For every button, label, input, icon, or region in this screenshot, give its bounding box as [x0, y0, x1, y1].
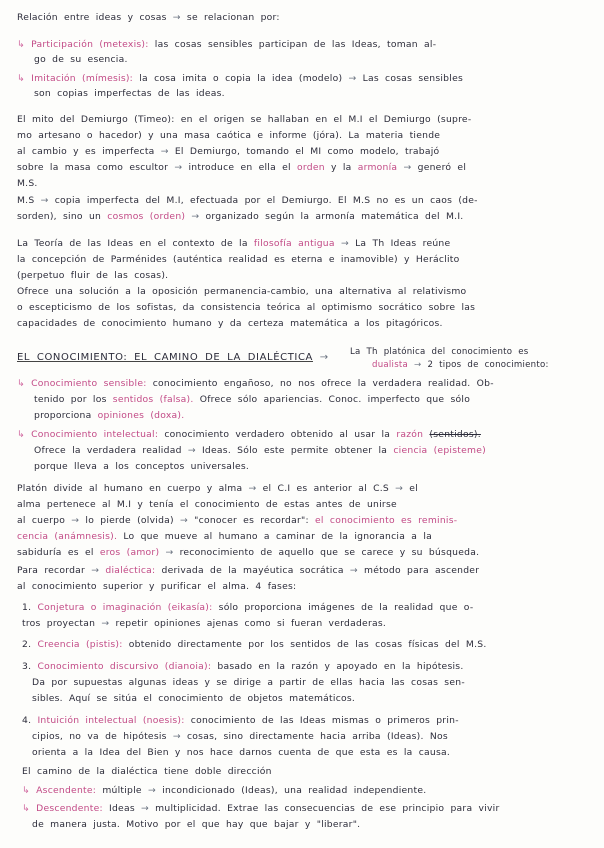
arrow: → — [160, 146, 169, 157]
arrow: → — [101, 618, 110, 629]
text: método para ascender — [364, 565, 480, 576]
arrow: → — [148, 785, 156, 796]
term: eros (amor) — [99, 547, 160, 558]
text: sobre la masa como escultor — [17, 162, 169, 173]
arrow: → — [340, 238, 349, 249]
term: ciencia (episteme) — [393, 445, 486, 456]
participation-line — [17, 39, 436, 51]
term: cosmos (orden) — [107, 211, 186, 222]
myth-line-6 — [17, 195, 478, 207]
text: reconocimiento de aquello que se carece y su búsqueda. — [179, 547, 480, 558]
text: obtenido directamente por los sentidos de las cosas físicas del M.S. — [128, 639, 487, 650]
term: Conjetura o imaginación (eikasía): — [37, 602, 213, 613]
arrow: → — [174, 162, 183, 173]
myth-line-7 — [17, 211, 463, 223]
text: 2 tipos de conocimiento: — [427, 360, 549, 370]
arrow: → — [91, 565, 100, 576]
number: 4. — [22, 715, 32, 726]
myth-line-4 — [17, 162, 466, 174]
heading-text: EL CONOCIMIENTO: EL CAMINO DE LA DIALÉCTICA — [17, 352, 313, 363]
text: organizado según la armonía matemática del M.I. — [205, 211, 464, 222]
arrow: → — [71, 515, 80, 526]
heading-side-2 — [372, 359, 549, 371]
term: razón — [396, 429, 424, 440]
myth-line-5: M.S. — [17, 178, 38, 189]
soul-line-1 — [17, 483, 418, 495]
text: tros proyectan — [22, 618, 96, 629]
text: cosas, sino directamente hacia arriba (Ideas). Nos — [187, 731, 448, 742]
term: Participación (metexis): — [31, 39, 149, 50]
theory-line-4: Ofrece una solución a la oposición permanencia-cambio, una alternativa al relativismo — [17, 286, 467, 297]
myth-line-3 — [17, 146, 439, 158]
text: sólo proporciona imágenes de la realidad que o- — [218, 602, 474, 613]
text: "conocer es recordar": — [194, 515, 309, 526]
strike-text: (sentidos). — [429, 429, 481, 440]
number: 3. — [22, 661, 32, 672]
soul-line-6 — [17, 565, 479, 577]
text: introduce en ella el — [188, 162, 291, 173]
text: al cambio y es imperfecta — [17, 146, 155, 157]
arrow: → — [395, 483, 404, 494]
phase-4-cont-2: orienta a la Idea del Bien y nos hace darnos cuenta de que esta es la causa. — [32, 747, 451, 758]
text: conocimiento verdadero obtenido al usar la — [164, 429, 391, 440]
heading-side-1: La Th platónica del conocimiento es — [350, 347, 529, 357]
path-line: El camino de la dialéctica tiene doble dirección — [22, 766, 272, 777]
text: derivada de la mayéutica socrática — [161, 565, 344, 576]
text: Relación entre ideas y cosas — [17, 12, 167, 23]
text: proporciona — [34, 410, 92, 421]
phase-3 — [22, 661, 464, 673]
text: Ofrece sólo apariencias. Conoc. imperfecto que sólo — [199, 394, 471, 405]
bullet-arrow-icon: ↳ — [22, 803, 30, 814]
soul-line-5 — [17, 547, 479, 559]
arrow: → — [349, 565, 358, 576]
text: La Teoría de las Ideas en el contexto de la — [17, 238, 248, 249]
intellectual-line — [17, 429, 481, 441]
theory-line-5: o escepticismo de los sofistas, da consistencia teórica al optimismo socrático sobre las — [17, 302, 476, 313]
arrow: → — [191, 211, 200, 222]
term: Conocimiento intelectual: — [31, 429, 159, 440]
descendent-line — [22, 803, 500, 815]
imitation-cont: son copias imperfectas de las ideas. — [34, 88, 225, 99]
myth-line-1: El mito del Demiurgo (Timeo): en el origen se hallaban en el M.I el Demiurgo (supre- — [17, 114, 472, 125]
phase-4-cont — [32, 731, 448, 743]
bullet-arrow-icon: ↳ — [17, 429, 25, 440]
text: lo pierde (olvida) — [85, 515, 174, 526]
descendent-cont: de manera justa. Motivo por el que hay que bajar y "liberar". — [32, 819, 361, 830]
text: Las cosas sensibles — [362, 73, 464, 84]
text: repetir opiniones ajenas como si fueran verdaderas. — [115, 618, 387, 629]
term: opiniones (doxa). — [97, 410, 185, 421]
text: múltiple — [102, 785, 142, 796]
text: multiplicidad. Extrae las consecuencias de ese principio para vivir — [155, 803, 500, 814]
arrow: → — [248, 483, 257, 494]
sensible-line-3 — [34, 410, 184, 422]
text: la cosa imita o copia la idea (modelo) — [139, 73, 343, 84]
term: dualista — [372, 360, 409, 370]
phase-1-cont — [22, 618, 386, 630]
term: Descendente: — [36, 803, 103, 814]
term: armonía — [357, 162, 398, 173]
text: Para recordar — [17, 565, 86, 576]
term: cencia (anámnesis). — [17, 531, 118, 542]
phase-4 — [22, 715, 459, 727]
number: 2. — [22, 639, 32, 650]
phase-3-cont-2: sibles. Aquí se sitúa el conocimiento de objetos matemáticos. — [32, 693, 356, 704]
arrow: → — [403, 162, 412, 173]
text: copia imperfecta del M.I, efectuada por el Demiurgo. El M.S no es un caos (de- — [54, 195, 478, 206]
phase-3-cont: Da por supuestas algunas ideas y se dirige a partir de ellas hacia las cosas sen- — [32, 677, 465, 688]
number: 1. — [22, 602, 32, 613]
text: Ofrece la verdadera realidad — [34, 445, 182, 456]
term: filosofía antigua — [253, 238, 335, 249]
participation-cont: go de su esencia. — [34, 54, 128, 65]
text: el — [409, 483, 418, 494]
bullet-arrow-icon: ↳ — [17, 378, 25, 389]
arrow: → — [172, 731, 181, 742]
bullet-arrow-icon: ↳ — [17, 39, 25, 50]
text: Ideas. Sólo este permite obtener la — [201, 445, 388, 456]
arrow: → — [165, 547, 174, 558]
section-heading — [17, 352, 329, 364]
term: el conocimiento es reminis- — [315, 515, 458, 526]
soul-line-3 — [17, 515, 457, 527]
term: Intuición intelectual (noesis): — [37, 715, 185, 726]
arrow: → — [172, 12, 181, 23]
phase-2 — [22, 639, 487, 651]
phase-1 — [22, 602, 473, 614]
imitation-line — [17, 73, 463, 85]
text: las cosas sensibles participan de las Ideas, toman al- — [154, 39, 437, 50]
relation-line — [17, 12, 280, 24]
text: Lo que mueve al humano a caminar de la ignorancia a la — [123, 531, 433, 542]
term: Ascendente: — [36, 785, 97, 796]
arrow: → — [414, 360, 422, 370]
text: basado en la razón y apoyado en la hipótesis. — [217, 661, 464, 672]
intellectual-line-2 — [34, 445, 486, 457]
ascendent-line — [22, 785, 426, 797]
term: Conocimiento discursivo (dianoia): — [37, 661, 212, 672]
term: orden — [297, 162, 325, 173]
text: La Th Ideas reúne — [355, 238, 451, 249]
arrow: → — [348, 73, 357, 84]
text: El Demiurgo, tomando el MI como modelo, trabajó — [174, 146, 440, 157]
bullet-arrow-icon: ↳ — [17, 73, 25, 84]
text: al cuerpo — [17, 515, 66, 526]
intellectual-line-3: porque lleva a los conceptos universales. — [34, 461, 250, 472]
text: Platón divide al humano en cuerpo y alma — [17, 483, 243, 494]
term: Creencia (pistis): — [37, 639, 123, 650]
theory-line-1 — [17, 238, 450, 250]
soul-line-4 — [17, 531, 432, 543]
text: el C.I es anterior al C.S — [262, 483, 389, 494]
text: sorden), sino un — [17, 211, 102, 222]
bullet-arrow-icon: ↳ — [22, 785, 30, 796]
arrow: → — [180, 515, 188, 526]
text: se relacionan por: — [186, 12, 280, 23]
arrow: → — [187, 445, 196, 456]
arrow: → — [40, 195, 49, 206]
text: Ideas — [109, 803, 135, 814]
term: dialéctica: — [105, 565, 156, 576]
text: conocimiento de las Ideas mismas o primeros prin- — [190, 715, 459, 726]
text: sabiduría es el — [17, 547, 94, 558]
theory-line-2: la concepción de Parménides (auténtica realidad es eterna e inamovible) y Heráclito — [17, 254, 460, 265]
soul-line-7: al conocimiento superior y purificar el alma. 4 fases: — [17, 581, 297, 592]
arrow: → — [141, 803, 149, 814]
text: tenido por los — [34, 394, 107, 405]
term: Imitación (mímesis): — [31, 73, 134, 84]
sensible-line — [17, 378, 494, 390]
myth-line-2: mo artesano o hacedor) y una masa caótica e informe (jóra). La materia tiende — [17, 130, 441, 141]
arrow: → — [319, 352, 329, 363]
sensible-line-2 — [34, 394, 470, 406]
term: sentidos (falsa). — [112, 394, 194, 405]
soul-line-2: alma pertenece al M.I y tenía el conocimiento de estas antes de unirse — [17, 499, 397, 510]
text: cipios, no va de hipótesis — [32, 731, 167, 742]
text: generó el — [417, 162, 467, 173]
text: conocimiento engañoso, no nos ofrece la verdadera realidad. Ob- — [152, 378, 494, 389]
theory-line-6: capacidades de conocimiento humano y da certeza matemática a los pitagóricos. — [17, 318, 443, 329]
theory-line-3: (perpetuo fluir de las cosas). — [17, 270, 169, 281]
term: Conocimiento sensible: — [31, 378, 147, 389]
text: y la — [331, 162, 352, 173]
text: incondicionado (Ideas), una realidad independiente. — [162, 785, 427, 796]
text: M.S — [17, 195, 35, 206]
